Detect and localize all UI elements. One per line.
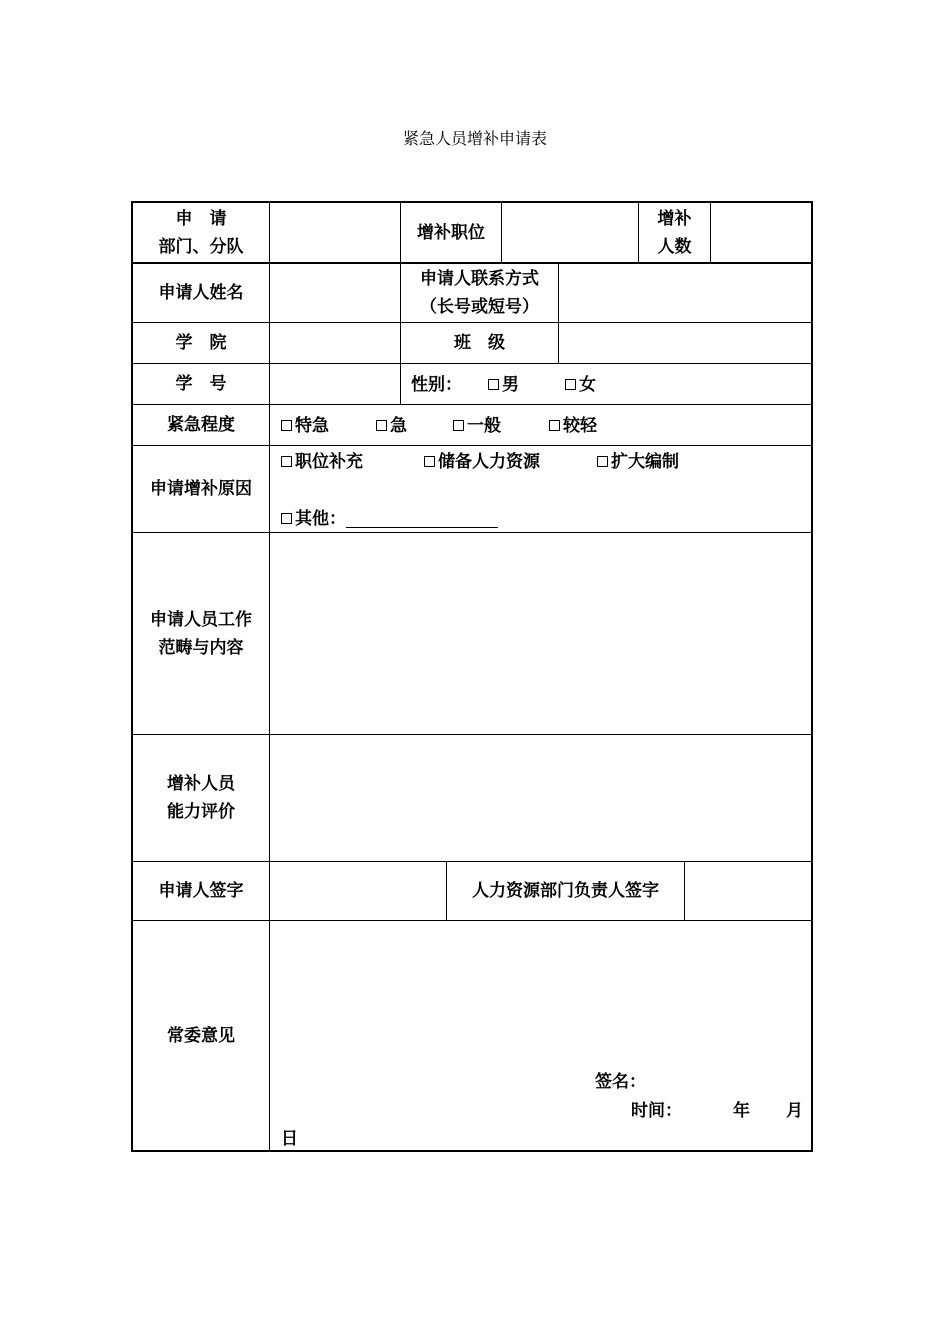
gender-option-male[interactable]: [488, 373, 519, 397]
reason-option-label: 扩大编制: [611, 452, 679, 472]
committee-month-label: 月: [786, 1101, 803, 1121]
scope-label-line-1: 申请人员工作: [150, 609, 252, 630]
applicant-sign-label: 申请人签字: [158, 881, 244, 901]
reason-option[interactable]: [597, 450, 679, 474]
count-value-field[interactable]: [711, 203, 811, 262]
committee-year-label: 年: [733, 1101, 750, 1121]
contact-value-field[interactable]: [559, 264, 811, 322]
document-title: 紧急人员增补申请表: [402, 129, 547, 148]
position-label: 增补职位: [417, 222, 485, 243]
college-label: 学 院: [175, 333, 227, 353]
college-value-field[interactable]: [270, 323, 400, 363]
gender-option-label: 女: [579, 375, 596, 395]
ability-label: [133, 735, 269, 861]
checkbox-icon[interactable]: [281, 456, 292, 467]
hr-sign-label: 人力资源部门负责人签字: [472, 881, 659, 901]
committee-day-label: 日: [281, 1129, 298, 1149]
position-value-field[interactable]: [502, 203, 638, 262]
checkbox-icon[interactable]: [453, 420, 464, 431]
applicant-sign-field[interactable]: [270, 862, 446, 920]
reason-option[interactable]: [424, 450, 540, 474]
urgency-option[interactable]: [549, 414, 597, 438]
dept-value-field[interactable]: [270, 203, 400, 262]
urgency-option-label: 一般: [467, 416, 501, 436]
contact-label-line-1: 申请人联系方式: [420, 269, 539, 289]
urgency-option[interactable]: [376, 414, 407, 438]
scope-label-line-2: 范畴与内容: [158, 637, 244, 658]
committee-label: 常委意见: [167, 1025, 235, 1046]
dept-label: [133, 203, 269, 262]
count-label-line-1: 增补: [657, 208, 692, 229]
scope-value-field[interactable]: [270, 533, 811, 734]
class-label: 班 级: [454, 333, 505, 353]
reason-option[interactable]: [281, 450, 363, 474]
reason-option-label: 职位补充: [295, 452, 363, 472]
name-value-field[interactable]: [270, 264, 400, 322]
checkbox-icon[interactable]: [488, 379, 499, 390]
committee-time-label: 时间：: [631, 1101, 682, 1121]
ability-label-line-2: 能力评价: [167, 802, 235, 822]
scope-label: [133, 533, 269, 734]
reason-other-label: 其他：: [295, 509, 346, 529]
checkbox-icon[interactable]: [549, 420, 560, 431]
contact-label: [401, 264, 558, 322]
reason-other-input-line[interactable]: [346, 509, 498, 528]
checkbox-icon[interactable]: [281, 513, 292, 524]
gender-option-female[interactable]: [565, 373, 596, 397]
checkbox-icon[interactable]: [597, 456, 608, 467]
application-form-table: [131, 201, 813, 1152]
count-label: [639, 203, 710, 262]
urgency-label: 紧急程度: [167, 415, 235, 435]
dept-label-line-2: 部门、分队: [158, 236, 244, 257]
count-label-line-2: 人数: [657, 236, 692, 257]
checkbox-icon[interactable]: [376, 420, 387, 431]
urgency-option[interactable]: [281, 414, 329, 438]
reason-option-label: 储备人力资源: [438, 452, 540, 472]
student-id-label: 学 号: [175, 374, 227, 394]
class-value-field[interactable]: [559, 323, 811, 363]
urgency-option-label: 较轻: [563, 416, 597, 436]
ability-label-line-1: 增补人员: [167, 774, 235, 794]
contact-label-line-2: （长号或短号）: [420, 297, 539, 317]
committee-sign-name-label: 签名：: [595, 1072, 646, 1092]
committee-opinion-field[interactable]: [270, 921, 811, 1061]
checkbox-icon[interactable]: [424, 456, 435, 467]
dept-label-line-1: 申 请: [175, 208, 227, 229]
reason-label: 申请增补原因: [150, 479, 252, 499]
name-label: 申请人姓名: [158, 283, 244, 303]
urgency-option[interactable]: [453, 414, 501, 438]
gender-option-label: 男: [502, 375, 519, 395]
checkbox-icon[interactable]: [565, 379, 576, 390]
gender-label: 性别：: [411, 375, 462, 395]
urgency-option-label: 特急: [295, 416, 329, 436]
ability-value-field[interactable]: [270, 735, 811, 861]
urgency-option-label: 急: [390, 416, 407, 436]
student-id-value-field[interactable]: [270, 364, 400, 404]
reason-other[interactable]: [281, 507, 498, 531]
hr-sign-field[interactable]: [685, 862, 811, 920]
checkbox-icon[interactable]: [281, 420, 292, 431]
